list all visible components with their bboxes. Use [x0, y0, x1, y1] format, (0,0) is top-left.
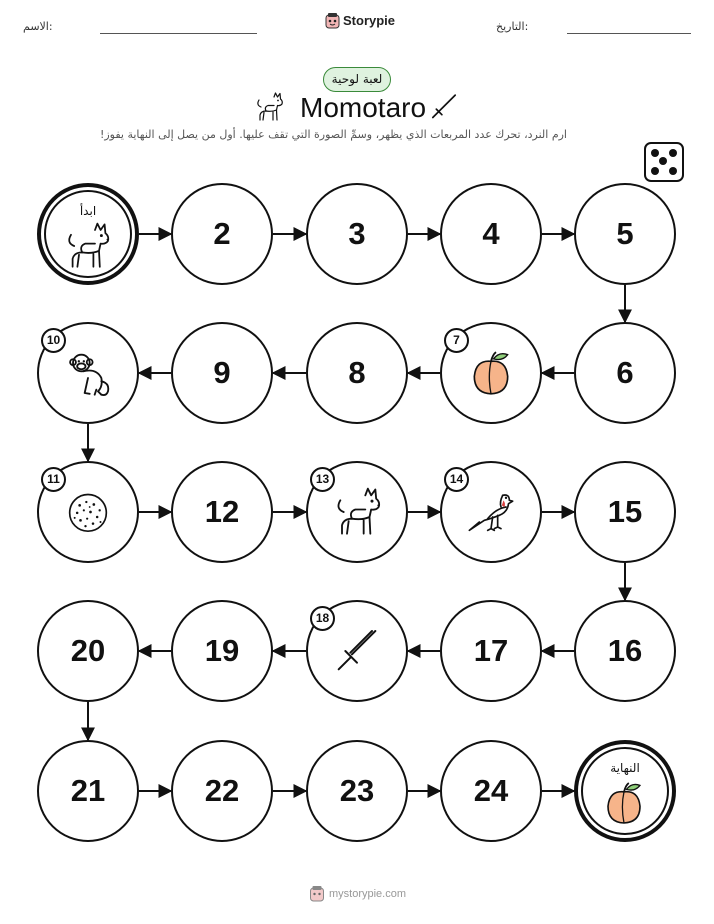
cell-number: 9 [213, 355, 231, 390]
board-cell-14 [440, 461, 542, 563]
cell-number-badge: 13 [310, 467, 335, 492]
cell-number: 4 [482, 216, 500, 251]
dog-icon [63, 222, 111, 274]
finish-label: النهاية [610, 761, 640, 775]
cell-number: 17 [473, 633, 509, 668]
board-cell-6 [574, 322, 676, 424]
cell-number-badge: 18 [310, 606, 335, 631]
board-cell-16 [574, 600, 676, 702]
date-label: التاريخ: [496, 20, 529, 33]
board-cell-11 [37, 461, 139, 563]
cell-number: 6 [616, 355, 634, 390]
board-cell-10 [37, 322, 139, 424]
pheasant-icon [466, 487, 516, 541]
cell-number: 23 [339, 773, 375, 808]
cell-number-badge: 11 [41, 467, 66, 492]
cell-number-badge: 10 [41, 328, 66, 353]
board-cell-21 [37, 740, 139, 842]
page-title: Momotaro [300, 92, 427, 123]
name-label: الاسم: [23, 20, 53, 33]
board-cell-8 [306, 322, 408, 424]
board-cell-20 [37, 600, 139, 702]
board-cell-23 [306, 740, 408, 842]
cell-number: 16 [607, 633, 643, 668]
board-cell-15 [574, 461, 676, 563]
board-cell-24 [440, 740, 542, 842]
cell-number: 15 [607, 494, 643, 529]
sword-icon [332, 626, 382, 680]
board-cell-4 [440, 183, 542, 285]
board-cell-9 [171, 322, 273, 424]
board-cell-5 [574, 183, 676, 285]
dog-icon [332, 487, 382, 541]
game-type-badge: لعبة لوحية [323, 67, 391, 92]
board-cell-18 [306, 600, 408, 702]
footer [309, 885, 406, 902]
start-cell [37, 183, 139, 285]
finish-cell [574, 740, 676, 842]
cell-number: 24 [473, 773, 509, 808]
storypie-mascot-icon [309, 885, 325, 902]
cell-number: 8 [348, 355, 366, 390]
board-cell-7 [440, 322, 542, 424]
cell-number-badge: 7 [444, 328, 469, 353]
board-cell-22 [171, 740, 273, 842]
board-cell-3 [306, 183, 408, 285]
instructions: ارم النرد، تحرك عدد المربعات الذي يظهر، وسمِّ الصورة التي تقف عليها. أول من يصل إلى النهاية يفوز! [99, 128, 567, 141]
board-cell-19 [171, 600, 273, 702]
rice-dumpling-icon [63, 487, 113, 541]
cell-number: 12 [204, 494, 240, 529]
cell-number: 5 [616, 216, 634, 251]
cell-number: 21 [70, 773, 106, 808]
peach-icon [600, 779, 648, 831]
board-cell-2 [171, 183, 273, 285]
board-cell-13 [306, 461, 408, 563]
cell-number: 22 [204, 773, 240, 808]
board-cell-17 [440, 600, 542, 702]
board-cell-12 [171, 461, 273, 563]
cell-number: 20 [70, 633, 106, 668]
cell-number: 2 [213, 216, 231, 251]
brand-name: Storypie [343, 13, 396, 28]
footer-url[interactable]: mystorypie.com [329, 887, 407, 900]
peach-icon [466, 348, 516, 402]
cell-number-badge: 14 [444, 467, 469, 492]
monkey-icon [63, 348, 113, 402]
start-label: ابدأ [79, 204, 97, 218]
cell-number: 3 [348, 216, 366, 251]
cell-number: 19 [204, 633, 240, 668]
